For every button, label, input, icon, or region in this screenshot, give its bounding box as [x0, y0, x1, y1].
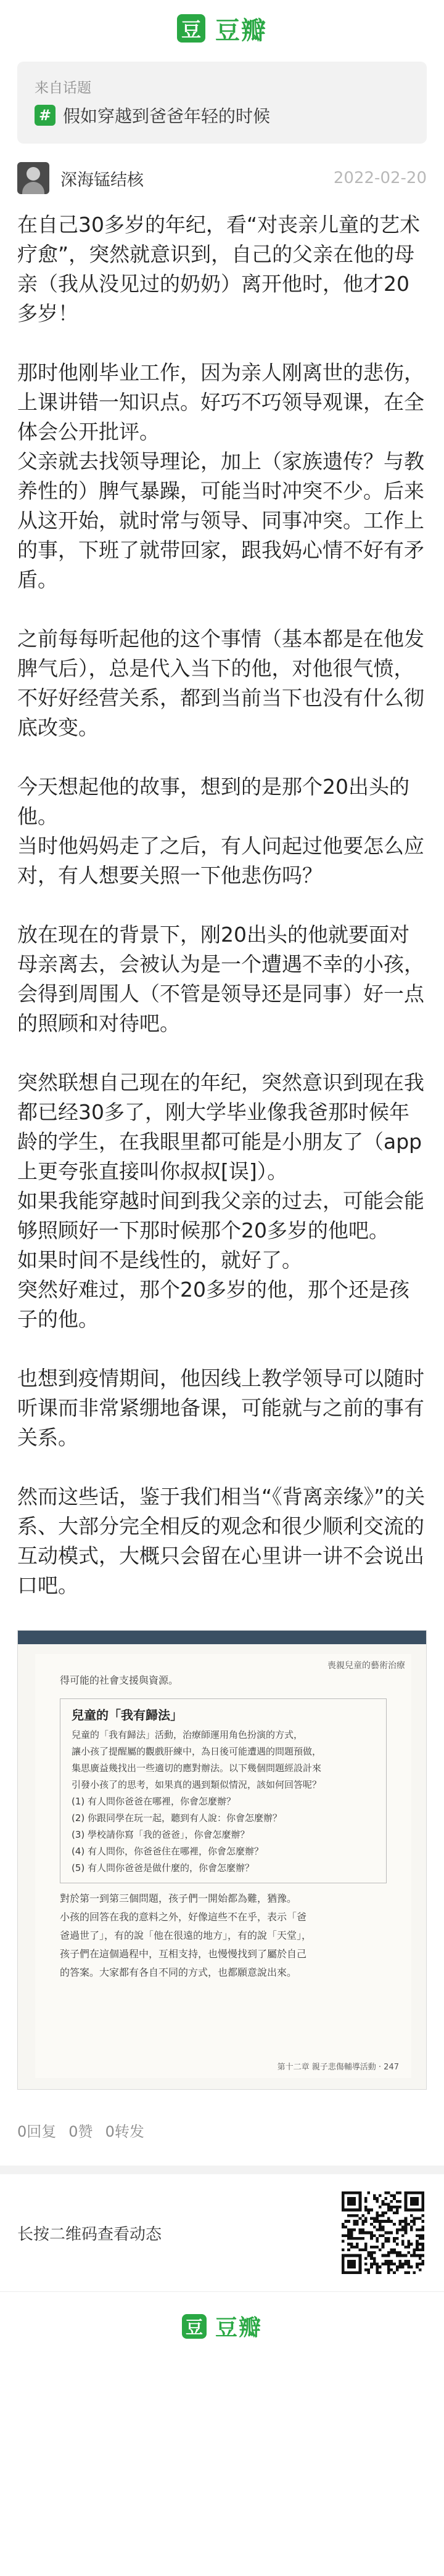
douban-logo-icon: 豆 [177, 14, 205, 43]
book-box-line: (5) 有人問你爸爸是做什麼的，你會怎麼辦？ [72, 1862, 255, 1873]
hashtag-icon: # [35, 105, 56, 126]
topic-title[interactable]: 假如穿越到爸爸年轻的时候 [63, 106, 271, 126]
brand-name: 豆瓣 [215, 2315, 262, 2341]
book-box-line: (4) 有人問你，你爸爸住在哪裡，你會怎麼辦？ [72, 1846, 264, 1857]
photo-status-bar [18, 1631, 426, 1644]
topic-card[interactable] [17, 62, 427, 144]
qr-code-icon[interactable] [339, 2189, 427, 2276]
post-paragraph: 也想到疫情期间，他因线上教学领导可以随时听课而非常紧绷地备课，可能就与之前的事有关系。 [17, 1366, 424, 1449]
post-stats [17, 2119, 427, 2141]
post-paragraph: 那时他刚毕业工作，因为亲人刚离世的悲伤，上课讲错一知识点。好巧不巧领导观课，在全体会公开批评。 父亲就去找领导理论，加上（家族遗传？与教养性的）脾气暴躁，可能当时冲突不少。后来从这开始，就时常与领导、同事冲突。工作上的事，下班了就带回家，跟我妈心情不好有矛盾。 [17, 361, 424, 592]
post-paragraph: 然而这些话，鉴于我们相当“《背离亲缘》”的关系、大部分完全相反的观念和很少顺利交流的互动模式，大概只会留在心里讲一讲不会说出口吧。 [17, 1485, 426, 1597]
book-header: 喪親兒童的藝術治療 [327, 1661, 405, 1671]
reshare-count[interactable]: 0转发 [105, 2123, 144, 2140]
book-line: 爸過世了」，有的說「他在很遠的地方」，有的說「天堂」， [60, 1930, 312, 1941]
post-paragraph: 突然联想自己现在的年纪，突然意识到现在我都已经30多了，刚大学毕业像我爸那时候年龄的学生，在我眼里都可能是小朋友了（app上更夸张直接叫你叔叔[误]）。 如果我能穿越时间到我父亲的过去，可能会能够照顾好一下那时候那个20多岁的他吧。 如果时间不是线性的，就好了。 突然好难过，那个20多岁的他，那个还是孩子的他。 [17, 1070, 424, 1331]
post-paragraph: 之前每每听起他的这个事情（基本都是在他发脾气后），总是代入当下的他，对他很气愤，不好好经营关系，都到当前当下也没有什么彻底改变。 [17, 627, 424, 740]
book-box-line: 集思廣益幾找出一些適切的應對辦法。以下幾個問題經設計來 [72, 1763, 322, 1774]
book-box-line: 引發小孩了的思考，如果真的遇到類似情況，該如何回答呢？ [72, 1779, 322, 1790]
post-paragraph: 今天想起他的故事，想到的是那个20出头的他。 当时他妈妈走了之后，有人问起过他要怎么应对，有人想要关照一下他悲伤吗？ [17, 775, 424, 887]
reply-count[interactable]: 0回复 [17, 2123, 57, 2140]
book-box-line: 讓小孩了提醒屬的觀戲肝練中，為日後可能遭遇的問題預做， [72, 1746, 322, 1757]
author-name[interactable]: 深海锰结核 [60, 170, 144, 190]
book-box-title: 兒童的「我有歸法」 [72, 1708, 183, 1722]
app-footer [0, 2291, 444, 2360]
post-date: 2022-02-20 [333, 169, 427, 187]
book-line: 小孩的回答在我的意料之外，好像這些不在乎，表示「爸 [60, 1911, 307, 1923]
qr-section [0, 2174, 444, 2291]
book-line: 得可能的社會支援與資源。 [60, 1674, 179, 1686]
author-row [17, 162, 427, 194]
section-divider [0, 2166, 444, 2174]
brand-name: 豆瓣 [215, 16, 267, 45]
post-paragraph: 在自己30多岁的年纪，看“对丧亲儿童的艺术疗愈”，突然就意识到，自己的父亲在他的母亲（我从没见过的奶奶）离开他时，他才20多岁！ [17, 213, 421, 325]
avatar[interactable] [17, 162, 49, 194]
topic-row[interactable] [35, 103, 409, 128]
like-count[interactable]: 0赞 [68, 2123, 93, 2140]
post-content [17, 210, 427, 1600]
post-paragraph: 放在现在的背景下，刚20出头的他就要面对母亲离去，会被认为是一个遭遇不幸的小孩，会得到周围人（不管是领导还是同事）好一点的照顾和对待吧。 [17, 923, 424, 1035]
post-image[interactable] [17, 1630, 427, 2090]
douban-logo-icon: 豆 [182, 2314, 207, 2339]
book-box-line: (1) 有人問你爸爸在哪裡，你會怎麼辦？ [72, 1796, 236, 1807]
qr-prompt: 长按二维码查看动态 [17, 2225, 162, 2244]
book-box-line: (3) 學校請你寫「我的爸爸」，你會怎麼辦？ [72, 1829, 250, 1840]
book-line: 對於第一到第三個問題，孩子們一開始都為難，猶豫。 [60, 1893, 297, 1904]
book-page [35, 1654, 411, 2078]
book-line: 孩子們在這個過程中，互相支持，也慢慢找到了屬於自己 [60, 1948, 307, 1960]
book-footer: 第十二章 親子悲傷輔導活動 · 247 [277, 2063, 399, 2072]
book-box-line: 兒童的「我有歸法」活動，治療師運用角色扮演的方式， [72, 1729, 303, 1740]
topic-from-label: 来自话题 [35, 80, 91, 96]
book-box [60, 1698, 387, 1883]
app-header [0, 0, 444, 57]
book-box-line: (2) 你跟同學在玩一起，聽到有人說：你會怎麼辦？ [72, 1812, 282, 1824]
book-line: 的答案。大家都有各自不同的方式，也都願意說出來。 [60, 1967, 297, 1978]
